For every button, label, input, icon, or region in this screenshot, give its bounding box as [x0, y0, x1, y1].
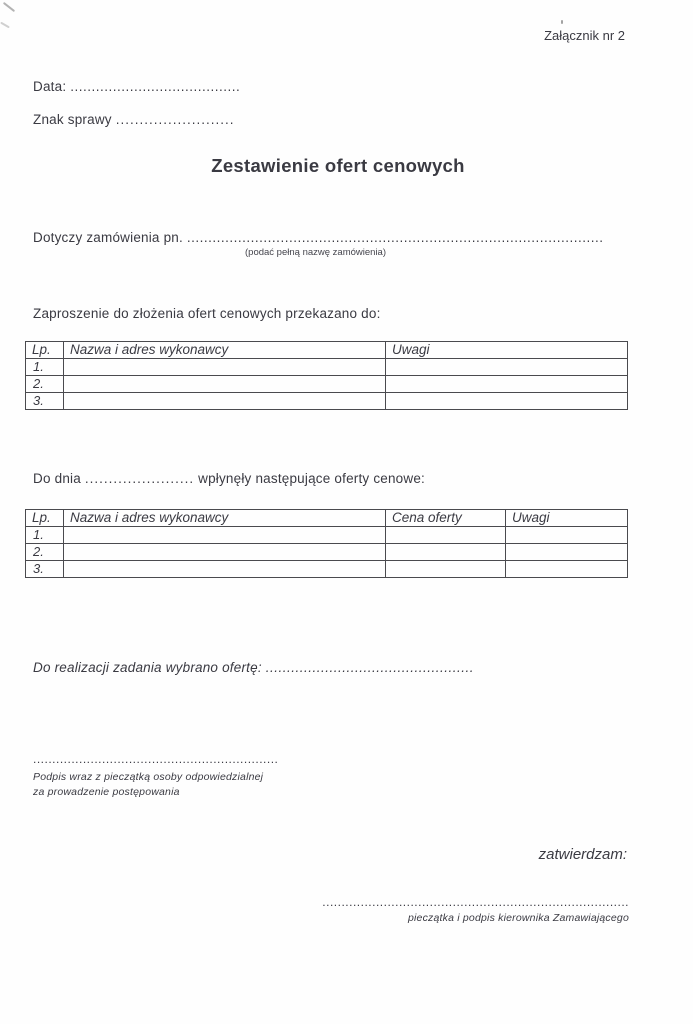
contractor-cell — [64, 544, 386, 561]
row-number: 1. — [26, 527, 64, 544]
price-cell — [386, 544, 506, 561]
subject-hint: (podać pełną nazwę zamówienia) — [245, 247, 386, 258]
row-number: 3. — [26, 393, 64, 410]
subject-fill-dots: .................................................................................................. — [186, 230, 604, 245]
column-header-lp: Lp. — [26, 342, 64, 359]
received-offers-heading — [33, 471, 425, 486]
contractor-cell — [64, 393, 386, 410]
table-header-row — [26, 342, 628, 359]
table-row — [26, 359, 628, 376]
table-header-row — [26, 510, 628, 527]
column-header-remarks: Uwagi — [506, 510, 628, 527]
remarks-cell — [506, 561, 628, 578]
approval-fill-dots: ................................................................................ — [322, 895, 629, 909]
selected-offer-label: Do realizacji zadania wybrano ofertę: — [33, 660, 262, 675]
contractor-cell — [64, 527, 386, 544]
selected-offer-fill-dots: ................................................. — [265, 660, 475, 675]
selected-offer-line — [33, 660, 474, 675]
scan-artifact — [561, 20, 563, 24]
case-number-fill-dots: ......................... — [115, 112, 235, 127]
scan-artifact — [0, 22, 10, 29]
date-line — [33, 79, 240, 94]
row-number: 3. — [26, 561, 64, 578]
remarks-cell — [506, 544, 628, 561]
column-header-price: Cena oferty — [386, 510, 506, 527]
table-row — [26, 561, 628, 578]
date-label: Data: — [33, 79, 67, 94]
page-title: Zestawienie ofert cenowych — [211, 155, 465, 176]
date-fill-dots: ........................................ — [70, 79, 241, 94]
table-row — [26, 527, 628, 544]
table-row — [26, 393, 628, 410]
signature-fill-dots: ................................................................ — [33, 752, 279, 766]
column-header-contractor: Nazwa i adres wykonawcy — [64, 342, 386, 359]
signature-caption-line1: Podpis wraz z pieczątką osoby odpowiedzialnej — [33, 771, 264, 783]
attachment-label: Załącznik nr 2 — [544, 28, 625, 43]
remarks-cell — [386, 359, 628, 376]
invitation-heading: Zaproszenie do złożenia ofert cenowych przekazano do: — [33, 306, 381, 321]
table-row — [26, 376, 628, 393]
price-cell — [386, 561, 506, 578]
contractor-cell — [64, 376, 386, 393]
price-cell — [386, 527, 506, 544]
case-number-label: Znak sprawy — [33, 112, 112, 127]
column-header-remarks: Uwagi — [386, 342, 628, 359]
contractor-cell — [64, 359, 386, 376]
approve-label: zatwierdzam: — [538, 846, 627, 863]
invited-contractors-table — [25, 341, 628, 410]
row-number: 1. — [26, 359, 64, 376]
scan-artifact — [3, 2, 15, 12]
signature-caption-line2: za prowadzenie postępowania — [33, 786, 180, 798]
column-header-contractor: Nazwa i adres wykonawcy — [64, 510, 386, 527]
approval-caption: pieczątka i podpis kierownika Zamawiającego — [407, 912, 629, 924]
received-date-fill-dots: ....................... — [84, 471, 195, 486]
table-row — [26, 544, 628, 561]
received-prefix: Do dnia — [33, 471, 81, 486]
remarks-cell — [506, 527, 628, 544]
column-header-lp: Lp. — [26, 510, 64, 527]
received-offers-table — [25, 509, 628, 578]
contractor-cell — [64, 561, 386, 578]
received-suffix: wpłynęły następujące oferty cenowe: — [198, 471, 426, 486]
subject-line — [33, 230, 604, 245]
remarks-cell — [386, 376, 628, 393]
remarks-cell — [386, 393, 628, 410]
row-number: 2. — [26, 544, 64, 561]
subject-label: Dotyczy zamówienia pn. — [33, 230, 183, 245]
case-number-line — [33, 112, 234, 127]
row-number: 2. — [26, 376, 64, 393]
